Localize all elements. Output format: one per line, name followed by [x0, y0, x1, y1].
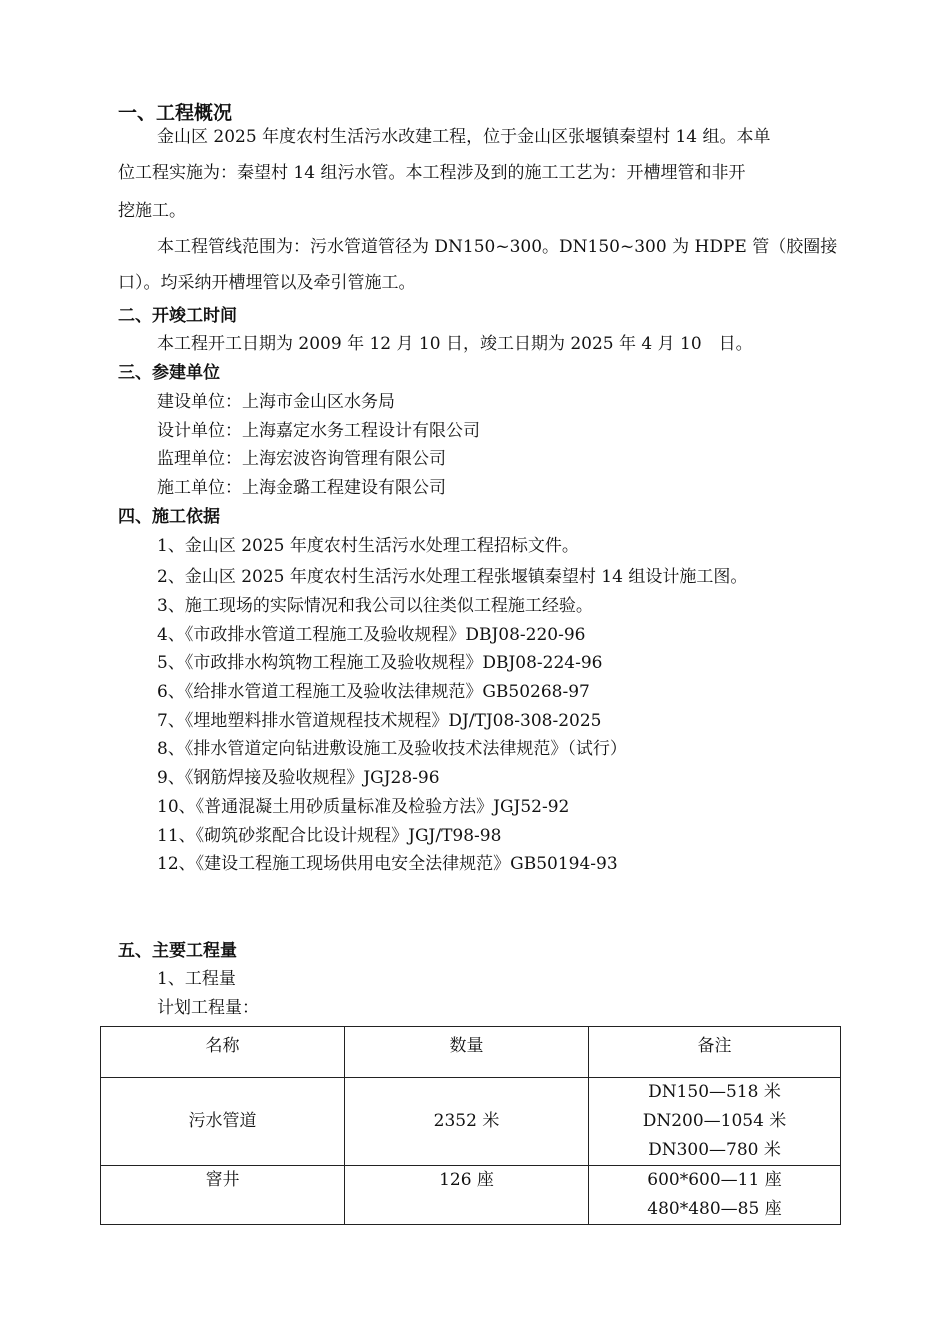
table-row [101, 1166, 841, 1225]
basis-item: 3、施工现场的实际情况和我公司以往类似工程施工经验。 [157, 596, 593, 616]
paragraph-line: 口）。均采纳开槽埋管以及牵引管施工。 [118, 273, 416, 293]
unit-line: 施工单位：上海金璐工程建设有限公司 [157, 478, 446, 498]
paragraph-line: 本工程管线范围为：污水管道管径为 DN150~300。DN150~300 为 HDPE 管（胶圈接 [157, 237, 838, 257]
table-cell-name: 窨井 [101, 1166, 345, 1225]
column-header: 备注 [589, 1027, 841, 1078]
basis-item: 12、《建设工程施工现场供用电安全法律规范》GB50194-93 [157, 854, 618, 874]
table-cell-name: 污水管道 [101, 1078, 345, 1166]
note-line: 480*480—85 座 [647, 1199, 782, 1219]
section-5-heading: 五、主要工程量 [118, 941, 237, 961]
note-line: DN200—1054 米 [642, 1111, 787, 1131]
table-cell-notes [589, 1166, 841, 1225]
section-4-heading: 四、施工依据 [118, 507, 220, 527]
unit-line: 设计单位：上海嘉定水务工程设计有限公司 [157, 421, 480, 441]
unit-line: 监理单位：上海宏波咨询管理有限公司 [157, 449, 446, 469]
basis-item: 7、《埋地塑料排水管道规程技术规程》DJ/TJ08-308-2025 [157, 711, 602, 731]
section-2-heading: 二、开竣工时间 [118, 306, 237, 326]
unit-line: 建设单位：上海市金山区水务局 [157, 392, 395, 412]
section-3-heading: 三、参建单位 [118, 363, 220, 383]
basis-item: 1、金山区 2025 年度农村生活污水处理工程招标文件。 [157, 536, 579, 556]
basis-item: 9、《钢筋焊接及验收规程》JGJ28-96 [157, 768, 440, 788]
basis-item: 11、《砌筑砂浆配合比设计规程》JGJ/T98-98 [157, 826, 502, 846]
paragraph-line: 位工程实施为：秦望村 14 组污水管。本工程涉及到的施工工艺为：开槽埋管和非开 [118, 163, 746, 183]
note-line: 600*600—11 座 [647, 1170, 782, 1190]
paragraph-line: 金山区 2025 年度农村生活污水改建工程，位于金山区张堰镇秦望村 14 组。本单 [157, 127, 771, 147]
basis-item: 5、《市政排水构筑物工程施工及验收规程》DBJ08-224-96 [157, 653, 603, 673]
subheading: 计划工程量： [157, 998, 259, 1018]
table-cell-qty: 126 座 [345, 1166, 589, 1225]
basis-item: 8、《排水管道定向钻进敷设施工及验收技术法律规范》（试行） [157, 739, 627, 759]
paragraph-line: 本工程开工日期为 2009 年 12 月 10 日，竣工日期为 2025 年 4 月 10 日。 [157, 334, 753, 354]
basis-item: 2、金山区 2025 年度农村生活污水处理工程张堰镇秦望村 14 组设计施工图。 [157, 567, 748, 587]
basis-item: 6、《给排水管道工程施工及验收法律规范》GB50268-97 [157, 682, 590, 702]
basis-item: 10、《普通混凝土用砂质量标准及检验方法》JGJ52-92 [157, 797, 570, 817]
table-cell-qty: 2352 米 [345, 1078, 589, 1166]
column-header: 名称 [101, 1027, 345, 1078]
note-line: DN150—518 米 [648, 1082, 781, 1102]
paragraph-line: 挖施工。 [118, 201, 186, 221]
basis-item: 4、《市政排水管道工程施工及验收规程》DBJ08-220-96 [157, 625, 586, 645]
table-cell-notes [589, 1078, 841, 1166]
section-1-heading: 一、工程概况 [118, 102, 233, 124]
column-header: 数量 [345, 1027, 589, 1078]
table-row [101, 1078, 841, 1166]
subheading: 1、工程量 [157, 969, 236, 989]
quantity-table [100, 1026, 841, 1225]
note-line: DN300—780 米 [648, 1140, 781, 1160]
table-header-row [101, 1027, 841, 1078]
